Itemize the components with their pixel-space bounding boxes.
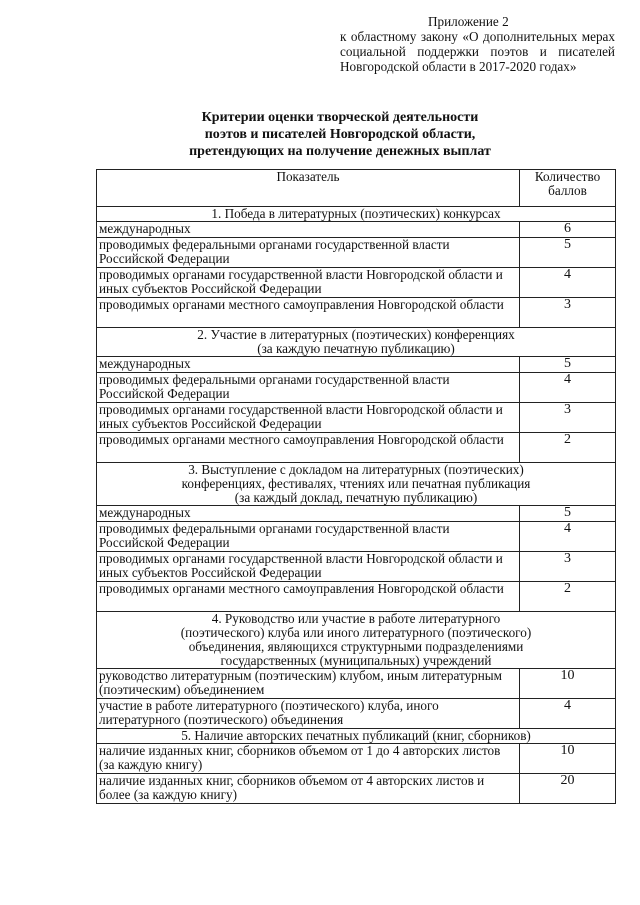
- section-row: [97, 328, 616, 357]
- table-row: [97, 373, 616, 403]
- section-title-line: 4. Руководство или участие в работе литературного: [211, 611, 501, 626]
- indicator-cell: наличие изданных книг, сборников объемом от 4 авторских листов и более (за каждую книгу): [97, 774, 520, 804]
- table-row: [97, 699, 616, 729]
- table-row: [97, 357, 616, 373]
- section-title-line: 3. Выступление с докладом на литературных (поэтических): [188, 462, 524, 477]
- appendix-law-reference: к областному закону «О дополнительных мерах социальной поддержки поэтов и писателей Новгородской области в 2017-2020 годах»: [340, 29, 615, 74]
- document-title: [120, 109, 560, 160]
- points-cell: 3: [520, 403, 616, 433]
- indicator-cell: проводимых органами местного самоуправления Новгородской области: [97, 298, 520, 328]
- section-title: [97, 729, 616, 744]
- indicator-cell: проводимых органами государственной власти Новгородской области и иных субъектов Российской Федерации: [97, 552, 520, 582]
- points-cell: 3: [520, 552, 616, 582]
- table-row: [97, 403, 616, 433]
- section-row: [97, 729, 616, 744]
- indicator-cell: участие в работе литературного (поэтического) клуба, иного литературного (поэтического) объединения: [97, 699, 520, 729]
- indicator-cell: международных: [97, 506, 520, 522]
- indicator-cell: проводимых федеральными органами государственной власти Российской Федерации: [97, 522, 520, 552]
- indicator-cell: руководство литературным (поэтическим) клубом, иным литературным (поэтическим) объединением: [97, 669, 520, 699]
- indicator-cell: международных: [97, 357, 520, 373]
- section-title-line: (за каждый доклад, печатную публикацию): [234, 490, 478, 505]
- section-title: [97, 328, 616, 357]
- section-title: [97, 612, 616, 669]
- indicator-cell: наличие изданных книг, сборников объемом от 1 до 4 авторских листов (за каждую книгу): [97, 744, 520, 774]
- indicator-cell: проводимых органами местного самоуправления Новгородской области: [97, 582, 520, 612]
- appendix-number: Приложение 2: [428, 14, 509, 29]
- points-cell: 20: [520, 774, 616, 804]
- section-row: [97, 207, 616, 222]
- table-row: [97, 552, 616, 582]
- indicator-cell: международных: [97, 222, 520, 238]
- section-title-line: государственных (муниципальных) учреждений: [220, 653, 492, 668]
- section-title-line: конференциях, фестивалях, чтениях или печатная публикация: [181, 476, 531, 491]
- indicator-cell: проводимых органами местного самоуправления Новгородской области: [97, 433, 520, 463]
- points-cell: 5: [520, 506, 616, 522]
- indicator-cell: проводимых федеральными органами государственной власти Российской Федерации: [97, 238, 520, 268]
- section-title-line: (за каждую печатную публикацию): [257, 341, 455, 356]
- points-cell: 6: [520, 222, 616, 238]
- table-row: [97, 774, 616, 804]
- criteria-table: [96, 169, 616, 804]
- points-cell: 4: [520, 373, 616, 403]
- table-row: [97, 433, 616, 463]
- title-line: поэтов и писателей Новгородской области,: [204, 127, 476, 142]
- points-cell: 2: [520, 433, 616, 463]
- points-cell: 5: [520, 357, 616, 373]
- points-cell: 10: [520, 669, 616, 699]
- appendix-reference: [340, 14, 615, 74]
- header-points-line: Количество: [534, 169, 601, 184]
- table-row: [97, 506, 616, 522]
- table-row: [97, 268, 616, 298]
- table-row: [97, 669, 616, 699]
- header-points: [520, 170, 616, 207]
- table-row: [97, 238, 616, 268]
- indicator-cell: проводимых федеральными органами государственной власти Российской Федерации: [97, 373, 520, 403]
- header-indicator: Показатель: [97, 170, 520, 207]
- table-row: [97, 522, 616, 552]
- points-cell: 2: [520, 582, 616, 612]
- section-title-line: 1. Победа в литературных (поэтических) конкурсах: [211, 206, 501, 221]
- section-title-line: объединения, являющихся структурными подразделениями: [188, 639, 524, 654]
- table-row: [97, 222, 616, 238]
- points-cell: 4: [520, 522, 616, 552]
- section-title-line: (поэтического) клуба или иного литературного (поэтического): [180, 625, 532, 640]
- section-title: [97, 207, 616, 222]
- section-title-line: 5. Наличие авторских печатных публикаций (книг, сборников): [181, 728, 531, 743]
- indicator-cell: проводимых органами государственной власти Новгородской области и иных субъектов Российской Федерации: [97, 268, 520, 298]
- indicator-cell: проводимых органами государственной власти Новгородской области и иных субъектов Российской Федерации: [97, 403, 520, 433]
- section-row: [97, 463, 616, 506]
- section-title-line: 2. Участие в литературных (поэтических) конференциях: [197, 327, 515, 342]
- section-title: [97, 463, 616, 506]
- points-cell: 4: [520, 268, 616, 298]
- table-row: [97, 744, 616, 774]
- section-row: [97, 612, 616, 669]
- table-row: [97, 582, 616, 612]
- title-line: Критерии оценки творческой деятельности: [201, 110, 479, 125]
- points-cell: 4: [520, 699, 616, 729]
- table-row: [97, 298, 616, 328]
- points-cell: 10: [520, 744, 616, 774]
- title-line: претендующих на получение денежных выплат: [189, 144, 491, 159]
- points-cell: 3: [520, 298, 616, 328]
- table-header-row: [97, 170, 616, 207]
- header-points-line: баллов: [548, 183, 587, 198]
- points-cell: 5: [520, 238, 616, 268]
